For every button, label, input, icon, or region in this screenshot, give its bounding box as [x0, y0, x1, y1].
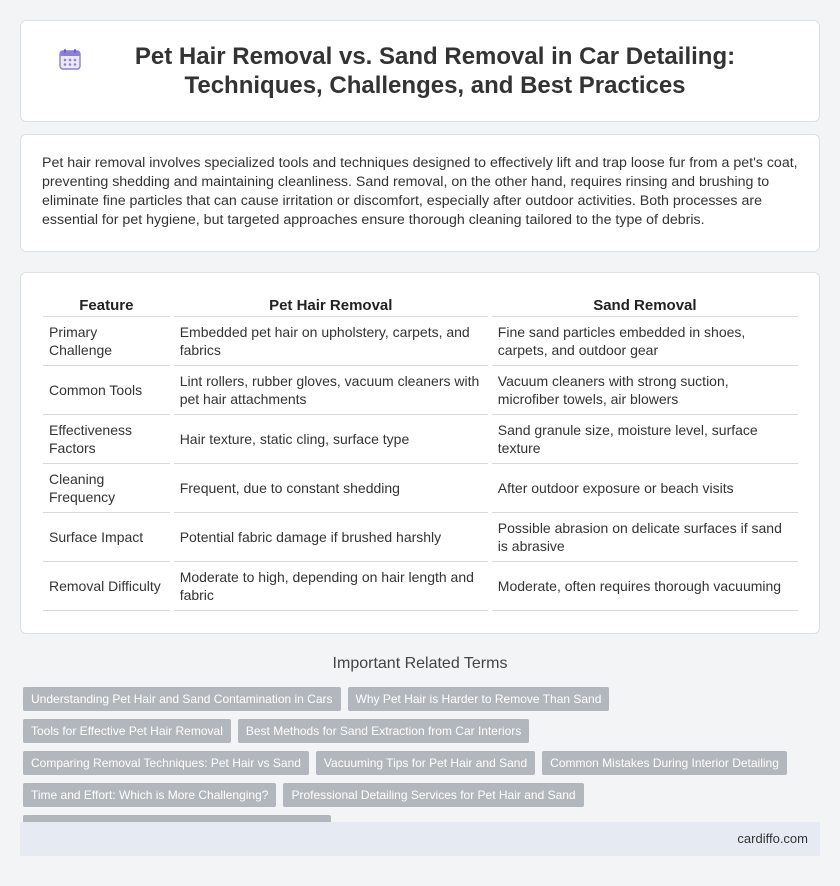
- cell-pet-hair: Moderate to high, depending on hair length and fabric: [174, 562, 488, 611]
- cell-pet-hair: Hair texture, static cling, surface type: [174, 415, 488, 464]
- table-row: [43, 415, 798, 464]
- related-term-tag[interactable]: Common Mistakes During Interior Detailing: [542, 751, 787, 775]
- page-title: Pet Hair Removal vs. Sand Removal in Car Detailing: Techniques, Challenges, and Best Practices: [134, 43, 736, 99]
- table-row: [43, 366, 798, 415]
- cell-pet-hair: Potential fabric damage if brushed harshly: [174, 513, 488, 562]
- cell-pet-hair: Frequent, due to constant shedding: [174, 464, 488, 513]
- comparison-card: [20, 272, 820, 634]
- header-sand: Sand Removal: [492, 295, 798, 317]
- header-feature: Feature: [43, 295, 170, 317]
- table-header-row: [43, 295, 798, 317]
- footer: [20, 822, 820, 856]
- related-terms-title: Important Related Terms: [332, 655, 508, 672]
- cell-sand: Possible abrasion on delicate surfaces if sand is abrasive: [492, 513, 798, 562]
- cell-pet-hair: Embedded pet hair on upholstery, carpets, and fabrics: [174, 317, 488, 366]
- cell-sand: Vacuum cleaners with strong suction, microfiber towels, air blowers: [492, 366, 798, 415]
- header-pet-hair: Pet Hair Removal: [174, 295, 488, 317]
- table-row: [43, 317, 798, 366]
- cell-feature: Common Tools: [43, 366, 170, 415]
- cell-sand: After outdoor exposure or beach visits: [492, 464, 798, 513]
- comparison-table: [43, 295, 798, 611]
- related-term-tag[interactable]: Time and Effort: Which is More Challenging?: [23, 783, 276, 807]
- table-row: [43, 464, 798, 513]
- related-term-tag[interactable]: Vacuuming Tips for Pet Hair and Sand: [316, 751, 535, 775]
- related-term-tag[interactable]: Professional Detailing Services for Pet Hair and Sand: [283, 783, 583, 807]
- related-term-tag[interactable]: Why Pet Hair is Harder to Remove Than Sand: [348, 687, 610, 711]
- cell-feature: Surface Impact: [43, 513, 170, 562]
- related-term-tag[interactable]: Tools for Effective Pet Hair Removal: [23, 719, 231, 743]
- related-term-tag[interactable]: Comparing Removal Techniques: Pet Hair vs Sand: [23, 751, 309, 775]
- table-row: [43, 562, 798, 611]
- table-row: [43, 513, 798, 562]
- cell-feature: Removal Difficulty: [43, 562, 170, 611]
- cell-sand: Fine sand particles embedded in shoes, carpets, and outdoor gear: [492, 317, 798, 366]
- footer-site-link[interactable]: cardiffo.com: [737, 831, 808, 846]
- cell-feature: Effectiveness Factors: [43, 415, 170, 464]
- cell-feature: Cleaning Frequency: [43, 464, 170, 513]
- cell-feature: Primary Challenge: [43, 317, 170, 366]
- related-term-tag[interactable]: Understanding Pet Hair and Sand Contamination in Cars: [23, 687, 341, 711]
- cell-sand: Sand granule size, moisture level, surface texture: [492, 415, 798, 464]
- intro-card: [20, 134, 820, 252]
- related-term-tag[interactable]: Best Methods for Sand Extraction from Car Interiors: [238, 719, 529, 743]
- intro-paragraph: Pet hair removal involves specialized tools and techniques designed to effectively lift and trap loose fur from a pet's coat, preventing shedding and maintaining cleanliness. Sand removal, on the other hand, requires rinsing and brushing to eliminate fine particles that can cause irritation or discomfort, especially after outdoor activities. Both processes are essential for pet hygiene, but targeted approaches ensure thorough cleaning tailored to the type of debris.: [42, 155, 798, 228]
- cell-sand: Moderate, often requires thorough vacuuming: [492, 562, 798, 611]
- cell-pet-hair: Lint rollers, rubber gloves, vacuum cleaners with pet hair attachments: [174, 366, 488, 415]
- title-card: [20, 20, 820, 122]
